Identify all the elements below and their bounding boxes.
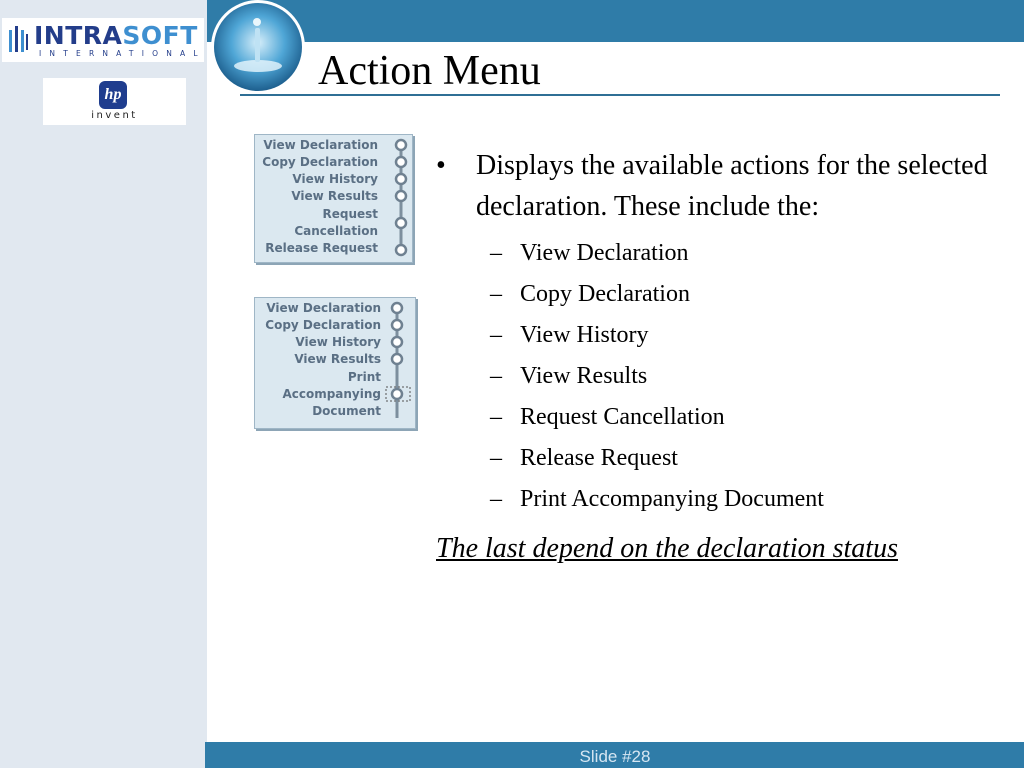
dash-icon: – [490, 322, 502, 348]
menu-item-view-declaration[interactable]: View Declaration [266, 301, 381, 315]
dash-icon: – [490, 445, 502, 471]
title-underline [240, 94, 1000, 96]
dash-icon: – [490, 240, 502, 266]
dash-icon: – [490, 486, 502, 512]
intrasoft-mark-icon [8, 24, 30, 54]
intrasoft-wordmark [34, 21, 198, 50]
menu-item-release-request[interactable]: Release Request [265, 241, 378, 255]
dash-icon: – [490, 363, 502, 389]
sub-bullet-list [436, 233, 996, 520]
sub-bullet-text: Print Accompanying Document [520, 486, 824, 512]
bullet-dot-icon: • [436, 150, 446, 181]
action-menu-example-1 [254, 134, 413, 263]
hp-mark: hp [99, 81, 127, 109]
hp-tagline: invent [91, 110, 138, 121]
bullet-item [436, 145, 996, 227]
top-band [207, 0, 1024, 42]
sub-bullet-text: Release Request [520, 445, 678, 471]
intrasoft-subtitle: INTERNATIONAL [39, 49, 206, 58]
intrasoft-logo [2, 18, 204, 62]
slide-number: Slide #28 [579, 747, 651, 766]
menu-item-cancellation[interactable]: Cancellation [294, 224, 378, 238]
menu-item-print[interactable]: Print [347, 370, 381, 384]
slide-title: Action Menu [318, 48, 541, 94]
status-note: The last depend on the declaration status [436, 533, 898, 564]
action-menu-example-2 [254, 297, 416, 429]
bullet-text: Displays the available actions for the selected declaration. These include the: [476, 150, 988, 222]
sub-bullet-text: Request Cancellation [520, 404, 725, 430]
dash-icon: – [490, 404, 502, 430]
menu-item-copy-declaration[interactable]: Copy Declaration [262, 155, 378, 169]
menu-item-view-results[interactable]: View Results [294, 352, 381, 366]
menu-rail-icon [391, 137, 411, 259]
intrasoft-word-soft: SOFT [122, 21, 198, 50]
sub-bullet-item [436, 274, 996, 315]
sub-bullet-text: View History [520, 322, 649, 348]
menu-item-view-results[interactable]: View Results [291, 189, 378, 203]
sub-bullet-item [436, 479, 996, 520]
sub-bullet-item [436, 397, 996, 438]
slide-content [436, 145, 996, 569]
water-drop-icon [208, 0, 308, 100]
intrasoft-word-intra: INTRA [34, 21, 123, 50]
menu-item-view-history[interactable]: View History [295, 335, 381, 349]
sub-bullet-item [436, 315, 996, 356]
menu-rail-icon [385, 300, 413, 424]
hp-logo [43, 78, 186, 125]
menu-item-copy-declaration[interactable]: Copy Declaration [265, 318, 381, 332]
sub-bullet-item [436, 356, 996, 397]
menu-item-view-history[interactable]: View History [292, 172, 378, 186]
sub-bullet-item [436, 438, 996, 479]
sub-bullet-text: View Declaration [520, 240, 689, 266]
sub-bullet-item [436, 233, 996, 274]
menu-item-view-declaration[interactable]: View Declaration [263, 138, 378, 152]
menu-item-accompanying[interactable]: Accompanying [282, 387, 381, 401]
sub-bullet-text: View Results [520, 363, 648, 389]
dash-icon: – [490, 281, 502, 307]
sub-bullet-text: Copy Declaration [520, 281, 690, 307]
menu-item-request[interactable]: Request [322, 207, 378, 221]
menu-item-document[interactable]: Document [312, 404, 381, 418]
